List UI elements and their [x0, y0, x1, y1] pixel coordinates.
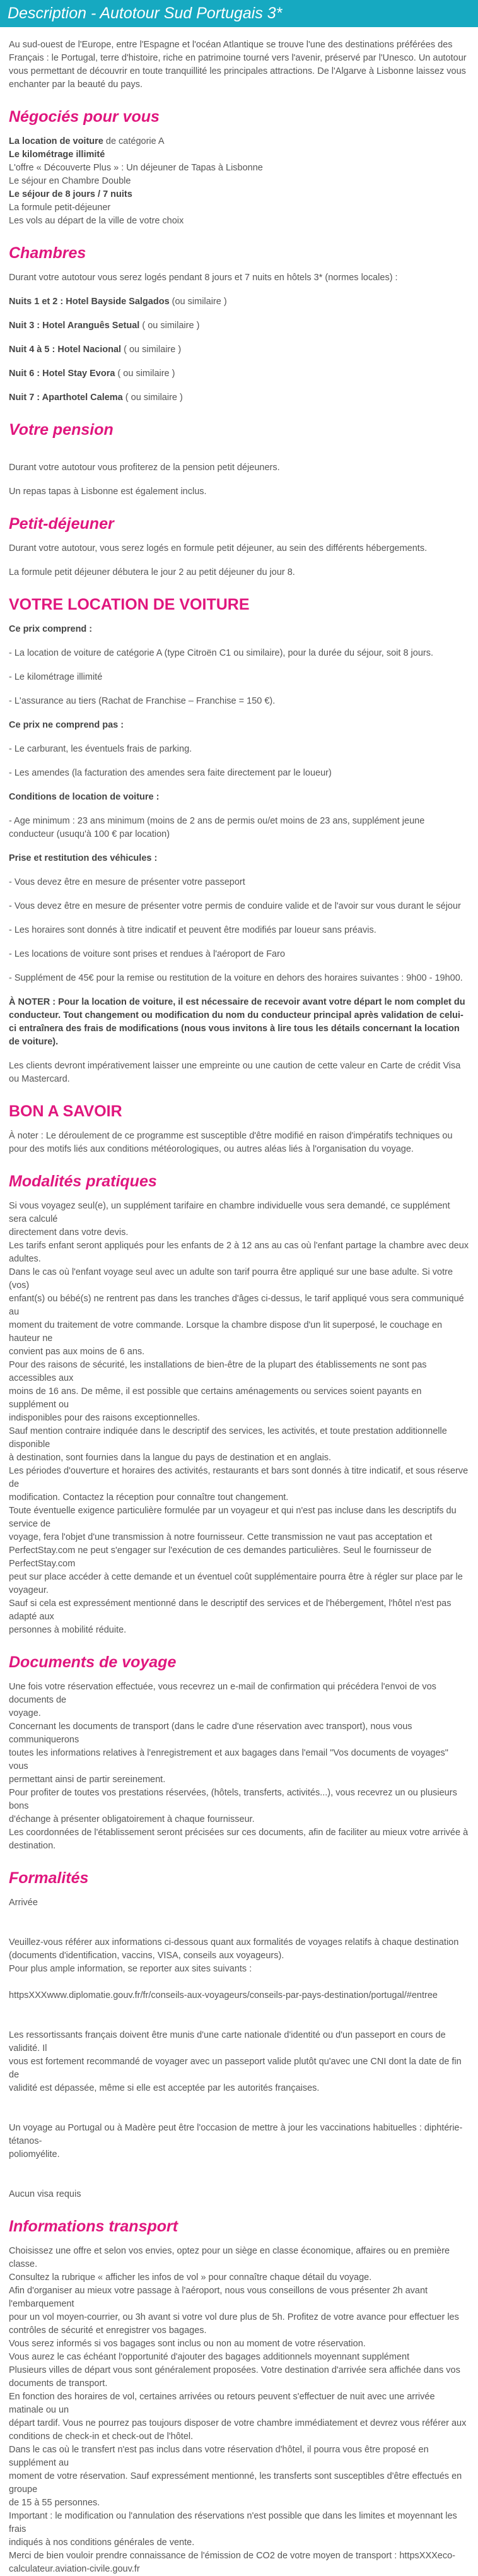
formalites-text: Un voyage au Portugal ou à Madère peut être l'occasion de mettre à jour les vaccinations habituelles : diphtérie-tétanos- poliomyélite. — [9, 2123, 463, 2159]
negocies-item: Les vols au départ de la ville de votre choix — [9, 216, 184, 226]
location-item: - Les amendes (la facturation des amendes sera faite directement par le loueur) — [9, 768, 332, 778]
night-item: Nuits 1 et 2 : Hotel Bayside Salgados (ou similaire ) — [9, 297, 227, 307]
negocies-heading: Négociés pour vous — [9, 108, 160, 126]
pension-heading: Votre pension — [9, 421, 114, 439]
location-note: À NOTER : Pour la location de voiture, il est nécessaire de recevoir avant votre départ le nom complet du conducteur. Tout changement ou modification du nom du conducteur principal après validation de celui-ci entraînera des frais de modifications (nous vous invitons à lire tous les détails concernant la location de voiture). — [9, 997, 465, 1047]
location-item: - Les locations de voiture sont prises et rendues à l'aéroport de Faro — [9, 949, 286, 959]
formalites-arrivee: Arrivée — [9, 1898, 38, 1908]
page-title: Description - Autotour Sud Portugais 3* — [0, 0, 478, 27]
location-item: - L'assurance au tiers (Rachat de Franchise – Franchise = 150 €). — [9, 696, 276, 706]
spacer — [9, 2161, 469, 2188]
petitdej-heading: Petit-déjeuner — [9, 515, 114, 533]
formalites-text: Les ressortissants français doivent être munis d'une carte nationale d'identité ou d'un passeport en cours de validité. Il vous est fortement recommandé de voyager avec un passeport valide plutôt qu'avec une CNI dont la date de fin de validité est dépassée, même si elle est acceptée par les autorités françaises. — [9, 2030, 462, 2093]
bon-heading: BON A SAVOIR — [9, 1102, 122, 1120]
location-heading: VOTRE LOCATION DE VOITURE — [9, 596, 250, 613]
negocies-list — [9, 135, 469, 228]
pension-text: Un repas tapas à Lisbonne est également inclus. — [9, 487, 207, 497]
spacer — [9, 1976, 469, 1989]
spacer — [9, 2095, 469, 2122]
location-item: - La location de voiture de catégorie A (type Citroën C1 ou similaire), pour la durée du séjour, soit 8 jours. — [9, 648, 434, 658]
location-subheading: Conditions de location de voiture : — [9, 792, 160, 802]
location-subheading: Ce prix ne comprend pas : — [9, 720, 124, 730]
location-item: - Supplément de 45€ pour la remise ou restitution de la voiture en dehors des horaires suivantes : 9h00 - 19h00. — [9, 973, 463, 983]
negocies-item: La formule petit-déjeuner — [9, 203, 111, 213]
chambres-intro: Durant votre autotour vous serez logés pendant 8 jours et 7 nuits en hôtels 3* (normes locales) : — [9, 273, 398, 283]
modalites-heading: Modalités pratiques — [9, 1173, 157, 1190]
formalites-visa: Aucun visa requis — [9, 2189, 81, 2199]
night-item: Nuit 4 à 5 : Hotel Nacional ( ou similaire ) — [9, 345, 182, 355]
negocies-item: Le kilométrage illimité — [9, 150, 105, 160]
documents-heading: Documents de voyage — [9, 1653, 177, 1671]
location-subheading: Prise et restitution des véhicules : — [9, 853, 158, 863]
transport-heading: Informations transport — [9, 2218, 178, 2235]
location-item: - Le kilométrage illimité — [9, 672, 103, 682]
formalites-heading: Formalités — [9, 1869, 89, 1887]
location-item: - Age minimum : 23 ans minimum (moins de 2 ans de permis ou/et moins de 23 ans, supplément jeune conducteur (usuqu'à 100 € par location) — [9, 816, 425, 839]
documents-text: Une fois votre réservation effectuée, vous recevrez un e-mail de confirmation qui précédera l'envoi de vos documents de voyage. Concernant les documents de transport (dans le cadre d'une réservation avec transport), nous vous communiquerons toutes les informations relatives à l'enregistrement et aux bagages dans l'email "Vos documents de voyages" vous permettant ainsi de partir sereinement. Pour profiter de toutes vos prestations réservées, (hôtels, transferts, activités...), vous recevrez un ou plusieurs bons d'échange à présenter obligatoirement à chaque fournisseur. Les coordonnées de l'établissement seront précisées sur ces documents, afin de faciliter au mieux votre arrivée à destination. — [9, 1682, 469, 1851]
location-item: - Vous devez être en mesure de présenter votre permis de conduire valide et de l'avoir sur vous durant le séjour — [9, 901, 461, 911]
location-item: - Vous devez être en mesure de présenter votre passeport — [9, 877, 245, 887]
night-item: Nuit 3 : Hotel Aranguês Setual ( ou similaire ) — [9, 321, 200, 331]
negocies-item: La location de voiture de catégorie A — [9, 136, 165, 146]
intro-text: Au sud-ouest de l'Europe, entre l'Espagne et l'océan Atlantique se trouve l'une des destinations préférées des Français : le Portugal, terre d'histoire, riche en patrimoine tourné vers l'avenir, préservé par l'Unesco. Un autotour vous permettant de découvrir en toute tranquillité les principales attractions. De l'Algarve à Lisbonne laissez vous enchanter par la beauté du pays. — [9, 40, 467, 90]
spacer — [9, 448, 469, 461]
negocies-item: Le séjour en Chambre Double — [9, 176, 131, 186]
location-clients: Les clients devront impérativement laisser une empreinte ou une caution de cette valeur en Carte de crédit Visa ou Mastercard. — [9, 1061, 461, 1084]
formalites-url: httpsXXXwww.diplomatie.gouv.fr/fr/conseils-aux-voyageurs/conseils-par-pays-destination/portugal/#entree — [9, 1990, 438, 2000]
location-item: - Les horaires sont donnés à titre indicatif et peuvent être modifiés par loueur sans préavis. — [9, 925, 376, 935]
formalites-text: Veuillez-vous référer aux informations ci-dessous quant aux formalités de voyages relatifs à chaque destination (documents d'identification, vaccins, VISA, conseils aux voyageurs). Pour plus ample information, se reporter aux sites suivants : — [9, 1937, 459, 1974]
spacer — [9, 2002, 469, 2029]
bon-text: À noter : Le déroulement de ce programme est susceptible d'être modifié en raison d'impératifs techniques ou pour des motifs liés aux conditions météorologiques, ou autres aléas liés à l'organisation du voyage. — [9, 1131, 453, 1154]
petitdej-text: La formule petit déjeuner débutera le jour 2 au petit déjeuner du jour 8. — [9, 567, 295, 577]
transport-text: Choisissez une offre et selon vos envies, optez pour un siège en classe économique, affaires ou en première classe. Consultez la rubrique « afficher les infos de vol » pour connaître chaque détail du voyage. Afin d'organiser au mieux votre passage à l'aéroport, nous vous conseillons de vous présenter 2h avant l'embarquement pour un vol moyen-courrier, ou 3h avant si votre vol dure plus de 5h. Profitez de votre avance pour effectuer les contrôles de sécurité et enregistrer vos bagages. Vous serez informés si vos bagages sont inclus ou non au moment de votre réservation. Vous aurez le cas échéant l'opportunité d'ajouter des bagages additionnels moyennant supplément Plusieurs villes de départ vous sont généralement proposées. Votre destination d'arrivée sera affichée dans vos documents de transport. En fonction des horaires de vol, certaines arrivées ou retours peuvent s'effectuer de nuit avec une arrivée matinale ou un départ tardif. Vous ne pourrez pas toujours disposer de votre chambre immédiatement et devrez vous référer aux conditions de check-in et check-out de l'hôtel. Dans le cas où le transfert n'est pas inclus dans votre réservation d'hôtel, il pourra vous être proposé en supplément au moment de votre réservation. Sauf expressément mentionné, les transferts sont susceptibles d'être effectués en groupe de 15 à 55 personnes. Important : le modification ou l'annulation des réservations n'est possible que dans les limites et moyennant les frais indiqués à nos conditions générales de vente. Merci de bien vouloir prendre connaissance de l'émission de CO2 de votre moyen de transport : httpsXXXeco- calculateur.aviation-civile.gouv.fr — [9, 2246, 467, 2574]
location-subheading: Ce prix comprend : — [9, 624, 93, 634]
spacer — [9, 1910, 469, 1936]
chambres-heading: Chambres — [9, 244, 86, 262]
night-item: Nuit 7 : Aparthotel Calema ( ou similaire ) — [9, 393, 183, 403]
petitdej-text: Durant votre autotour, vous serez logés en formule petit déjeuner, au sein des différents hébergements. — [9, 543, 428, 553]
negocies-item: L'offre « Découverte Plus » : Un déjeuner de Tapas à Lisbonne — [9, 163, 263, 173]
pension-text: Durant votre autotour vous profiterez de la pension petit déjeuners. — [9, 463, 280, 473]
modalites-text: Si vous voyagez seul(e), un supplément tarifaire en chambre individuelle vous sera demandé, ce supplément sera calculé directement dans votre devis. Les tarifs enfant seront appliqués pour les enfants de 2 à 12 ans au cas où l'enfant partage la chambre avec deux adultes. Dans le cas où l'enfant voyage seul avec un adulte son tarif pourra être appliqué sur une base adulte. Si votre (vos) enfant(s) ou bébé(s) ne rentrent pas dans les tranches d'âges ci-dessus, le tarif appliqué vous sera communiqué au moment du traitement de votre commande. Lorsque la chambre dispose d'un lit superposé, le couchage en hauteur ne convient pas aux moins de 6 ans. Pour des raisons de sécurité, les installations de bien-être de la plupart des établissements ne sont pas accessibles aux moins de 16 ans. De même, il est possible que certains aménagements ou services soient payants en supplément ou indisponibles pour des raisons exceptionnelles. Sauf mention contraire indiquée dans le descriptif des services, les activités, et toute prestation additionnelle disponible à destination, sont fournies dans la langue du pays de destination et en anglais. Les périodes d'ouverture et horaires des activités, restaurants et bars sont donnés à titre indicatif, et sous réserve de modification. Contactez la réception pour connaître tout changement. Toute éventuelle exigence particulière formulée par un voyageur et qui n'est pas incluse dans les descriptifs du service de voyage, fera l'objet d'une transmission à notre fournisseur. Cette transmission ne vaut pas acceptation et PerfectStay.com ne peut s'engager sur l'exécution de ces demandes particulières. Seul le fournisseur de PerfectStay.com peut sur place accéder à cette demande et un éventuel coût supplémentaire pourra être à régler sur place par le voyageur. Sauf si cela est expressément mentionné dans le descriptif des services et de l'hébergement, l'hôtel n'est pas adapté aux personnes à mobilité réduite. — [9, 1201, 469, 1635]
night-item: Nuit 6 : Hotel Stay Evora ( ou similaire ) — [9, 369, 175, 379]
negocies-item: Le séjour de 8 jours / 7 nuits — [9, 189, 132, 199]
location-item: - Le carburant, les éventuels frais de parking. — [9, 744, 192, 754]
